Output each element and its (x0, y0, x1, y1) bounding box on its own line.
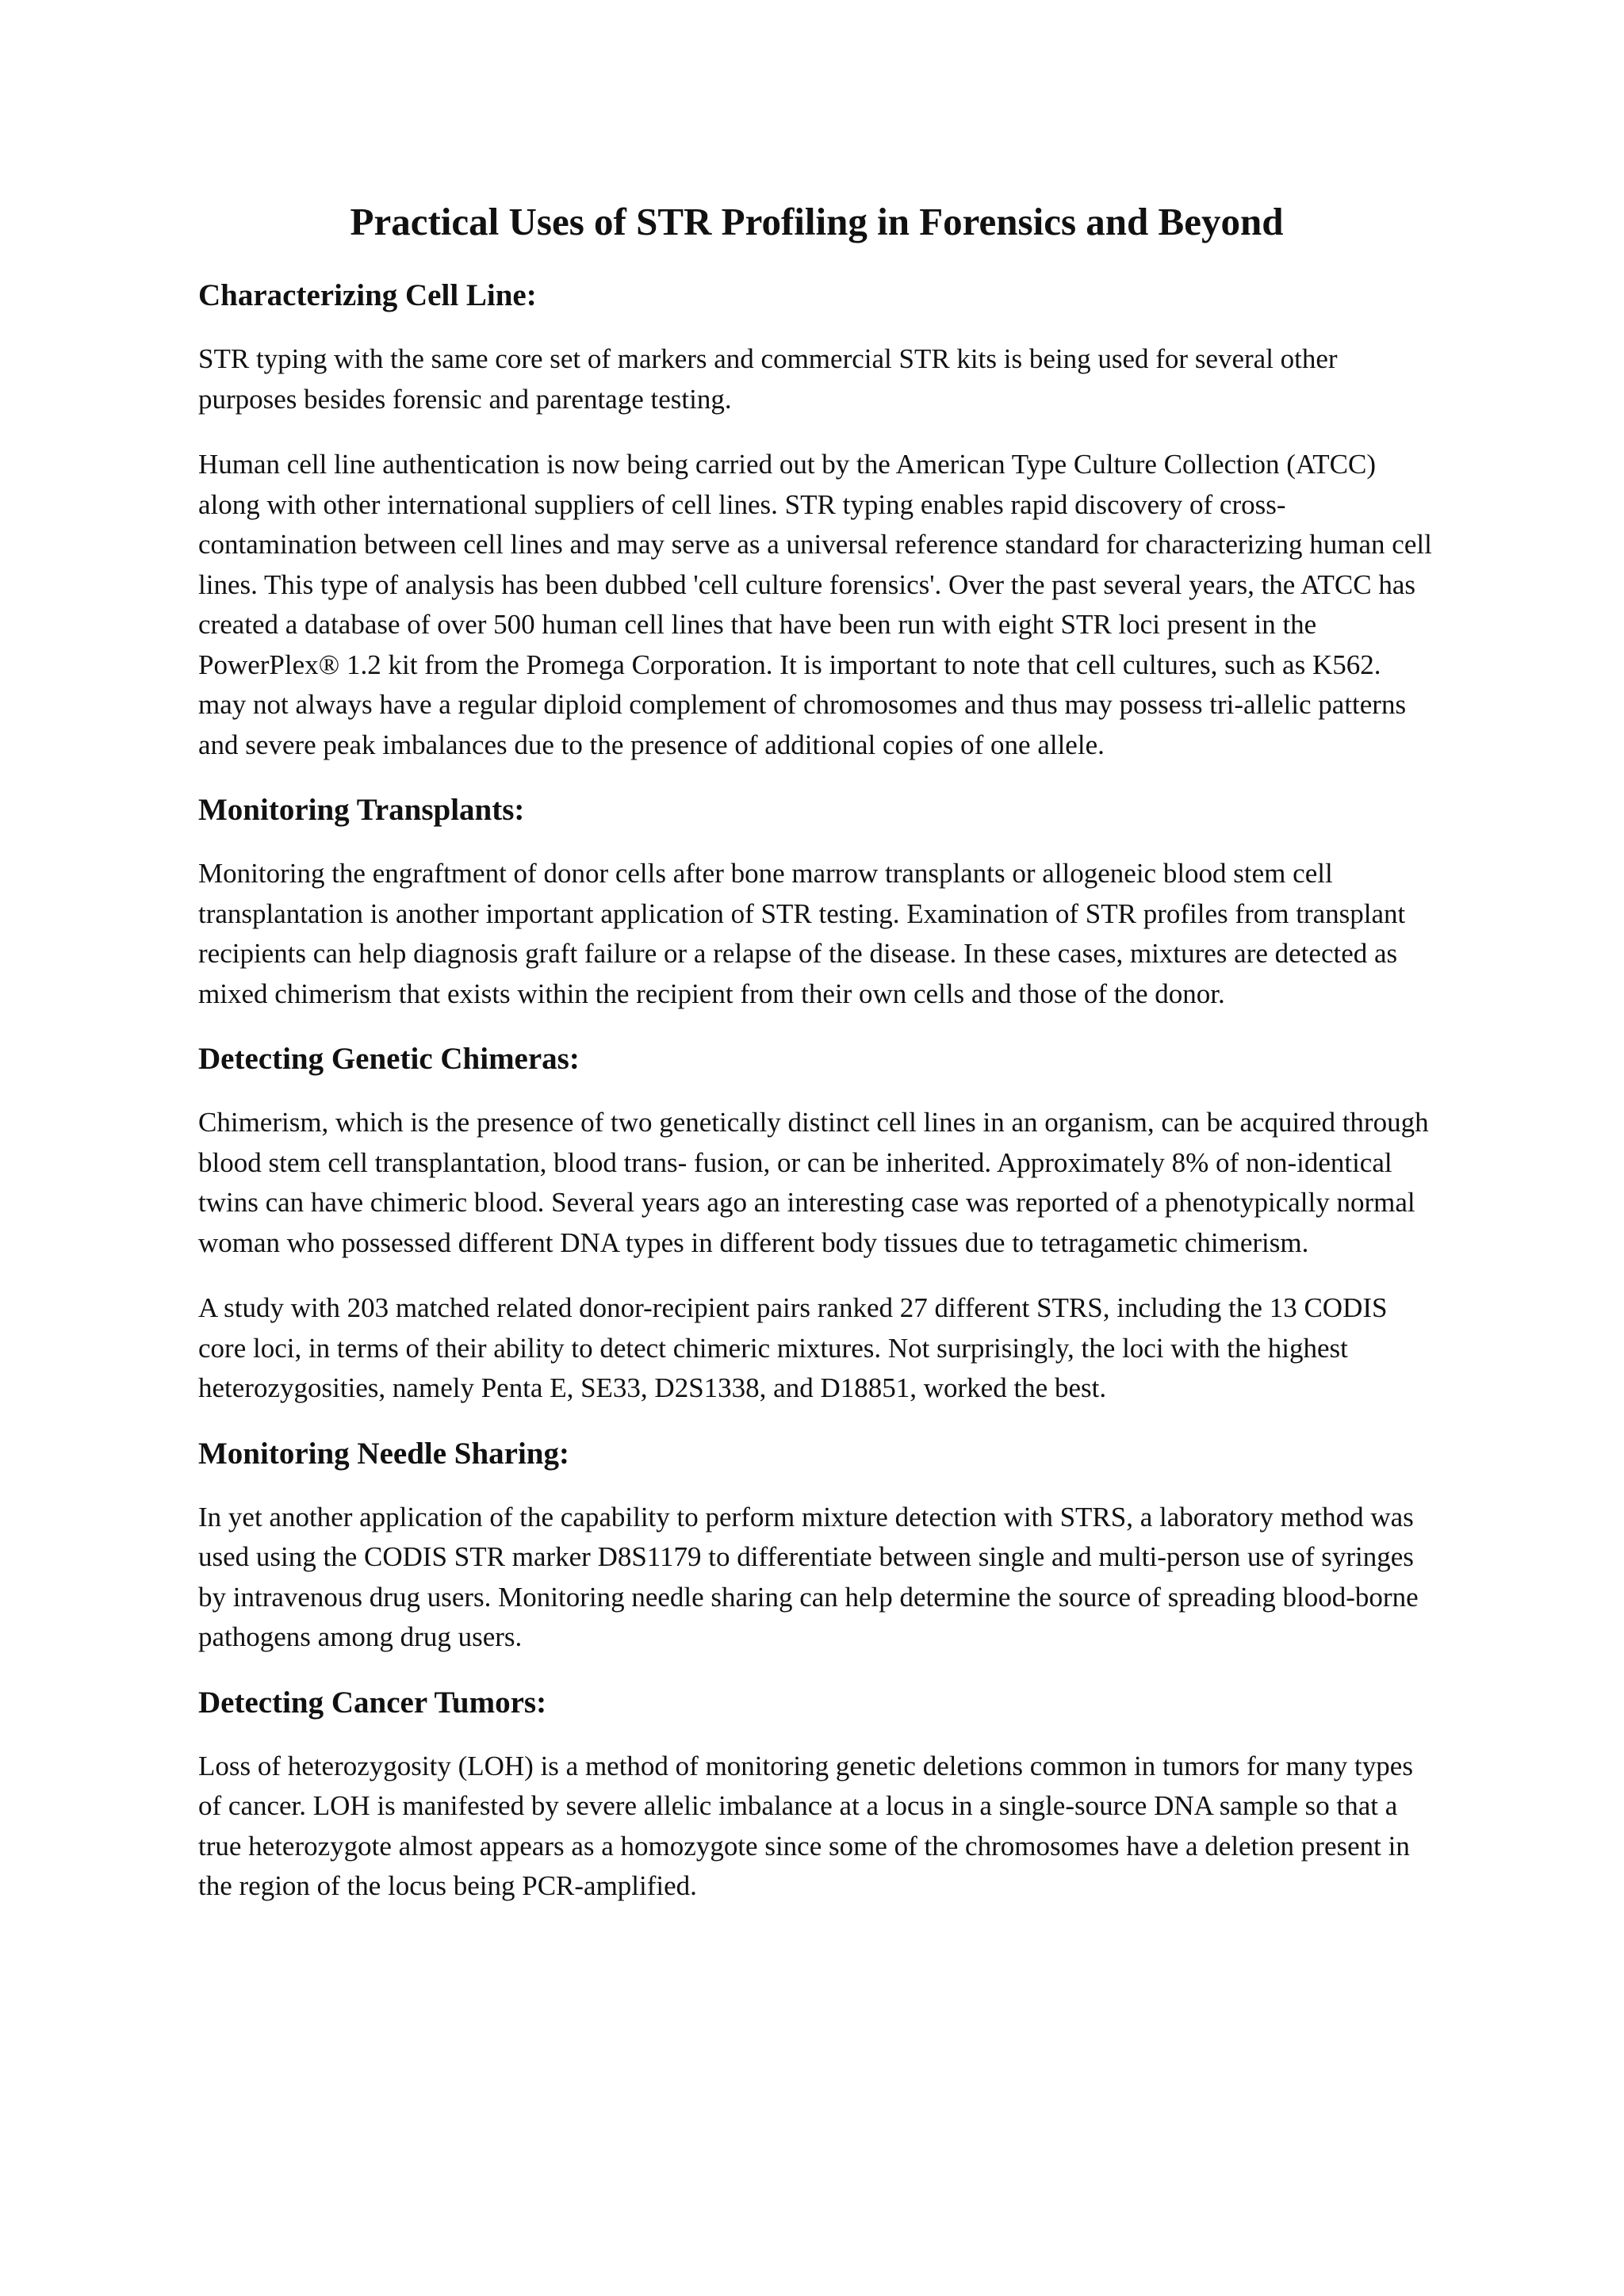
section-heading: Detecting Cancer Tumors: (198, 1685, 547, 1720)
section-heading: Characterizing Cell Line: (198, 278, 537, 312)
paragraph: Human cell line authentication is now being carried out by the American Type Culture Collection (ATCC) along with other international suppliers of cell lines. STR typing enables rapid discovery of cross-contamination between cell lines and may serve as a universal reference standard for characterizing human cell lines. This type of analysis has been dubbed 'cell culture forensics'. Over the past several years, the ATCC has created a database of over 500 human cell lines that have been run with eight STR loci present in the PowerPlex® 1.2 kit from the Promega Corporation. It is important to note that cell cultures, such as K562. may not always have a regular diploid complement of chromosomes and thus may possess tri-allelic patterns and severe peak imbalances due to the presence of additional copies of one allele. (198, 449, 1432, 760)
section-monitoring-transplants (198, 790, 1435, 1014)
document-page (198, 198, 1435, 1932)
paragraph: In yet another application of the capability to perform mixture detection with STRS, a laboratory method was used using the CODIS STR marker D8S1179 to differentiate between single and multi-person use of syringes by intravenous drug users. Monitoring needle sharing can help determine the source of spreading blood-borne pathogens among drug users. (198, 1501, 1419, 1652)
paragraph: A study with 203 matched related donor-recipient pairs ranked 27 different STRS, including the 13 CODIS core loci, in terms of their ability to detect chimeric mixtures. Not surprisingly, the loci with the highest heterozygosities, namely Penta E, SE33, D2S1338, and D18851, worked the best. (198, 1292, 1388, 1403)
paragraph: Monitoring the engraftment of donor cells after bone marrow transplants or allogeneic blood stem cell transplantation is another important application of STR testing. Examination of STR profiles from transplant recipients can help diagnosis graft failure or a relapse of the disease. In these cases, mixtures are detected as mixed chimerism that exists within the recipient from their own cells and those of the donor. (198, 858, 1406, 1009)
section-characterizing-cell-line (198, 276, 1435, 765)
paragraph: Chimerism, which is the presence of two genetically distinct cell lines in an organism, can be acquired through blood stem cell transplantation, blood trans- fusion, or can be inherited. Approximately 8% of non-identical twins can have chimeric blood. Several years ago an interesting case was reported of a phenotypically normal woman who possessed different DNA types in different body tissues due to tetragametic chimerism. (198, 1107, 1429, 1258)
paragraph: STR typing with the same core set of markers and commercial STR kits is being used for several other purposes besides forensic and parentage testing. (198, 343, 1338, 415)
document-title: Practical Uses of STR Profiling in Forensics and Beyond (350, 200, 1284, 243)
section-monitoring-needle-sharing (198, 1434, 1435, 1658)
section-heading: Monitoring Transplants: (198, 793, 525, 827)
section-heading: Detecting Genetic Chimeras: (198, 1042, 580, 1076)
section-heading: Monitoring Needle Sharing: (198, 1436, 569, 1471)
paragraph: Loss of heterozygosity (LOH) is a method of monitoring genetic deletions common in tumors for many types of cancer. LOH is manifested by severe allelic imbalance at a locus in a single-source DNA sample so that a true heterozygote almost appears as a homozygote since some of the chromosomes have a deletion present in the region of the locus being PCR-amplified. (198, 1750, 1413, 1901)
section-detecting-cancer-tumors (198, 1683, 1435, 1907)
section-detecting-genetic-chimeras (198, 1039, 1435, 1409)
